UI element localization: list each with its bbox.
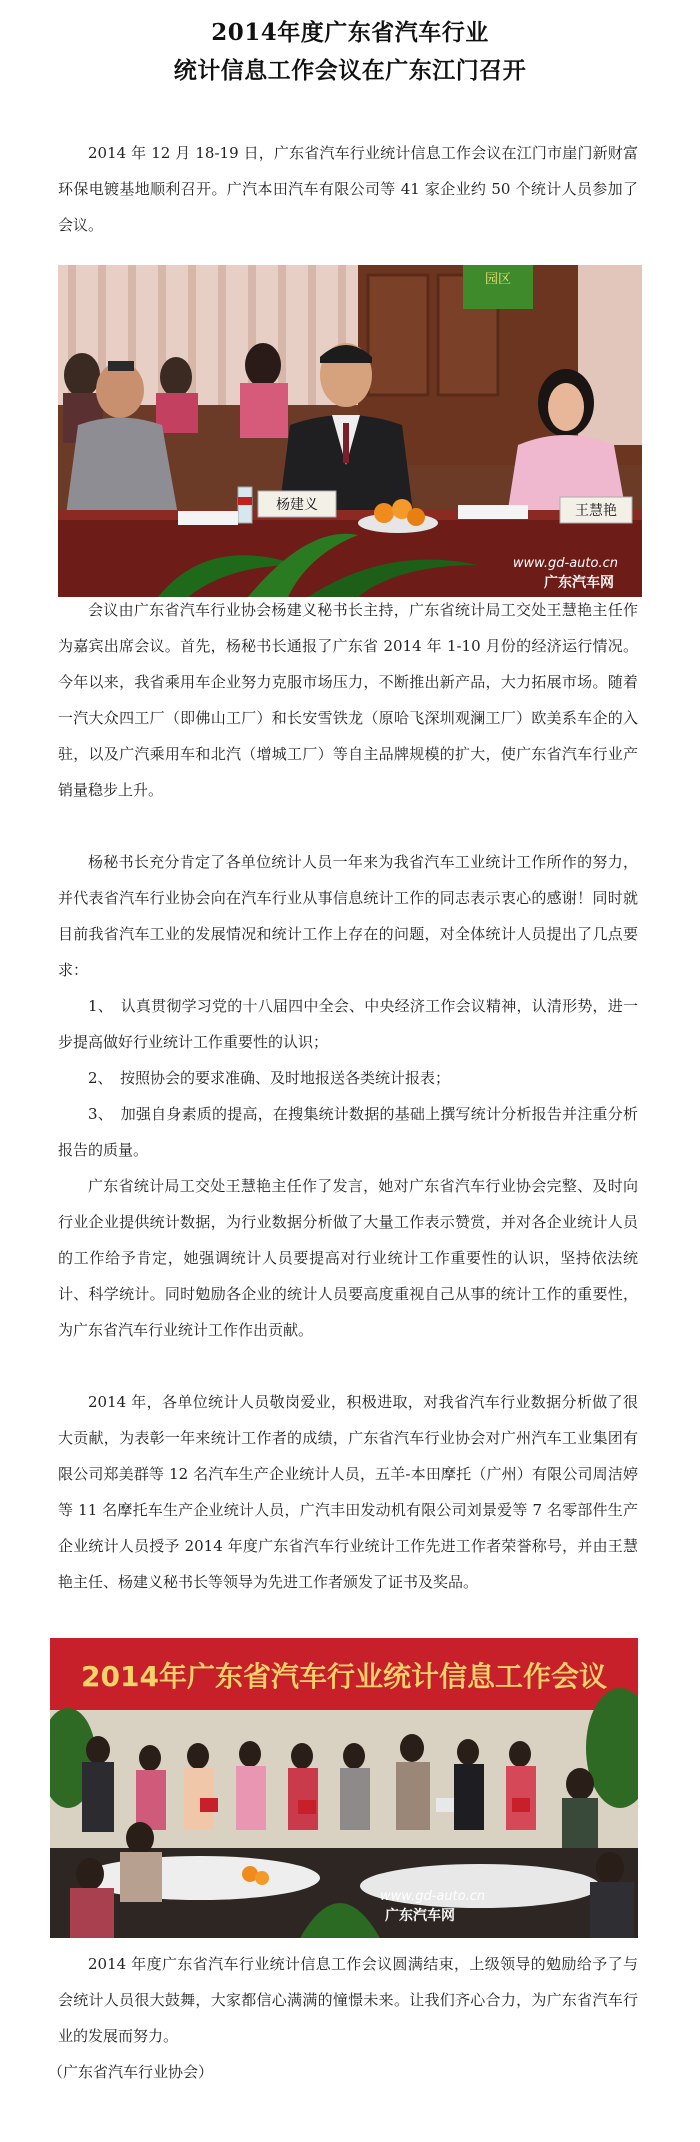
banner-text: 2014年广东省汽车行业统计信息工作会议 bbox=[81, 1660, 607, 1693]
nameplate-left: 杨建义 bbox=[276, 497, 318, 513]
photo2-watermark-name: 广东汽车网 bbox=[385, 1908, 455, 1924]
photo1-watermark-url: www.gd-auto.cn bbox=[512, 556, 618, 571]
wall-sign: 园区 bbox=[484, 272, 512, 287]
paragraph-3: 杨秘书长充分肯定了各单位统计人员一年来为我省汽车工业统计工作所作的努力，并代表省汽车行业协会向在汽车行业从事信息统计工作的同志表示衷心的感谢！同时就目前我省汽车工业的发展情况和统计工作上存在的问题，对全体统计人员提出了几点要求： bbox=[58, 853, 638, 979]
article-title-line2: 统计信息工作会议在广东江门召开 bbox=[173, 57, 527, 84]
photo1-watermark-name: 广东汽车网 bbox=[544, 575, 614, 591]
article-title-line1: 2014年度广东省汽车行业 bbox=[211, 19, 489, 46]
award-photo bbox=[50, 1638, 638, 1938]
paragraph-6: 3、 加强自身素质的提高，在搜集统计数据的基础上撰写统计分析报告并注重分析报告的质量。 bbox=[58, 1105, 638, 1159]
paragraph-1: 2014 年 12 月 18-19 日，广东省汽车行业统计信息工作会议在江门市崖门新财富环保电镀基地顺利召开。广汽本田汽车有限公司等 41 家企业约 50 个统计人员参加了会议。 bbox=[58, 144, 638, 234]
photo2-watermark-url: www.gd-auto.cn bbox=[380, 1889, 486, 1904]
meeting-photo bbox=[58, 265, 642, 597]
paragraph-5: 2、 按照协会的要求准确、及时地报送各类统计报表； bbox=[88, 1069, 451, 1087]
article-source: （广东省汽车行业协会） bbox=[48, 2063, 214, 2081]
paragraph-4: 1、 认真贯彻学习党的十八届四中全会、中央经济工作会议精神，认清形势，进一步提高做好行业统计工作重要性的认识； bbox=[58, 997, 638, 1051]
paragraph-8: 2014 年，各单位统计人员敬岗爱业，积极进取，对我省汽车行业数据分析做了很大贡献，为表彰一年来统计工作者的成绩，广东省汽车行业协会对广州汽车工业集团有限公司郑美群等 12 名汽车生产企业统计人员，五羊-本田摩托（广州）有限公司周洁婷等 11 名摩托车生产企业统计人员，广汽丰田发动机有限公司刘景爱等 7 名零部件生产企业统计人员授予 2014 年度广东省汽车行业统计工作先进工作者荣誉称号，并由王慧艳主任、杨建义秘书长等领导为先进工作者颁发了证书及奖品。 bbox=[58, 1393, 638, 1591]
paragraph-2: 会议由广东省汽车行业协会杨建义秘书长主持，广东省统计局工交处王慧艳主任作为嘉宾出席会议。首先，杨秘书长通报了广东省 2014 年 1-10 月份的经济运行情况。今年以来，我省乘用车企业努力克服市场压力，不断推出新产品，大力拓展市场。随着一汽大众四工厂（即佛山工厂）和长安雪铁龙（原哈飞深圳观澜工厂）欧美系车企的入驻，以及广汽乘用车和北汽（增城工厂）等自主品牌规模的扩大，使广东省汽车行业产销量稳步上升。 bbox=[58, 601, 638, 799]
paragraph-7: 广东省统计局工交处王慧艳主任作了发言，她对广东省汽车行业协会完整、及时向行业企业提供统计数据，为行业数据分析做了大量工作表示赞赏，并对各企业统计人员的工作给予肯定，她强调统计人员要提高对行业统计工作重要性的认识，坚持依法统计、科学统计。同时勉励各企业的统计人员要高度重视自己从事的统计工作的重要性，为广东省汽车行业统计工作作出贡献。 bbox=[58, 1177, 638, 1339]
nameplate-right: 王慧艳 bbox=[575, 503, 617, 519]
paragraph-9: 2014 年度广东省汽车行业统计信息工作会议圆满结束，上级领导的勉励给予了与会统计人员很大鼓舞，大家都信心满满的憧憬未来。让我们齐心合力，为广东省汽车行业的发展而努力。 bbox=[58, 1955, 638, 2045]
